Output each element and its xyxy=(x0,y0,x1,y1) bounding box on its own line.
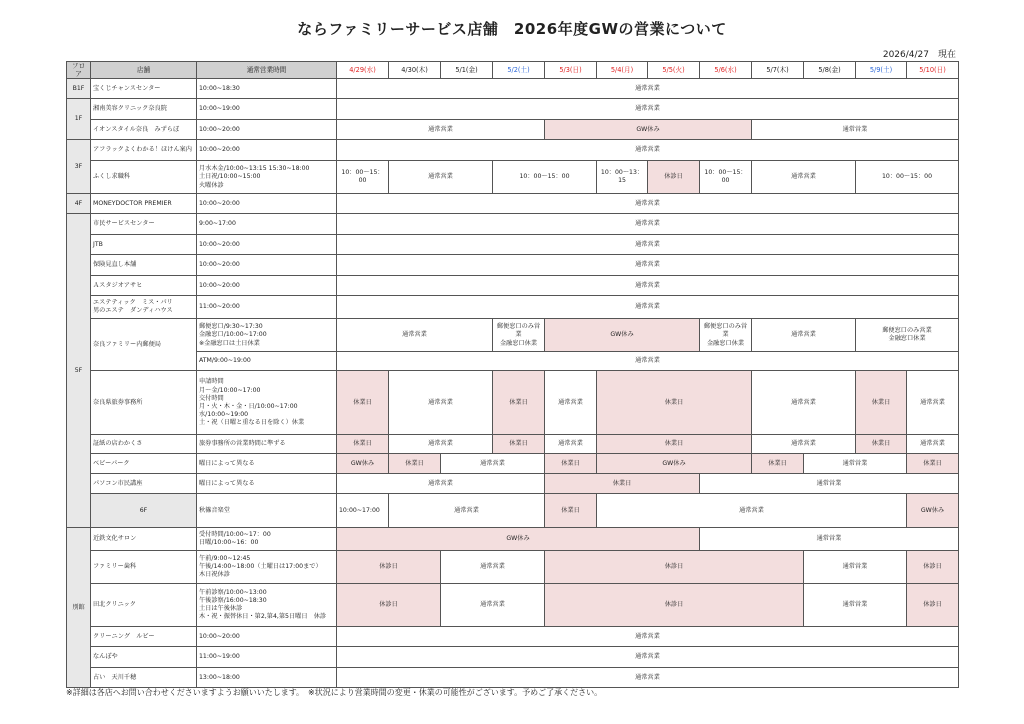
status-cell: 通常営業 xyxy=(337,352,959,371)
table-row xyxy=(67,435,959,454)
status-cell: 通常営業 xyxy=(752,371,856,435)
footer-note: ※詳細は各店へお問い合わせくださいますようお願いいたします。 ※状況により営業時間の変更・休業の可能性がございます。予めご了承ください。 xyxy=(66,688,603,697)
shop-hours: 10:00~20:00 xyxy=(197,255,337,276)
table-row xyxy=(67,551,959,584)
shop-hours xyxy=(197,584,337,627)
status-cell: 通常営業 xyxy=(700,474,959,494)
status-cell: 通常営業 xyxy=(597,494,907,528)
status-cell: 休業日 xyxy=(493,435,545,454)
shop-hours: 10:00~20:00 xyxy=(197,235,337,255)
status-cell: 通常営業 xyxy=(752,161,856,194)
status-cell: 通常営業 xyxy=(337,255,959,276)
floor-label: 6F xyxy=(91,494,197,528)
shop-name: ふくし求職科 xyxy=(91,161,197,194)
date-header: 5/4(月) xyxy=(597,62,648,79)
date-header: 5/10(日) xyxy=(907,62,959,79)
status-cell: 休診日 xyxy=(648,161,700,194)
hours-line: 午前/9:00~12:45 xyxy=(199,554,251,562)
shop-name: アフラックよくわかる！ほけん案内 xyxy=(91,140,197,161)
date-header: 5/8(金) xyxy=(804,62,856,79)
shop-name: Ａスタジオアサヒ xyxy=(91,276,197,296)
col-hours-header: 通常営業時間 xyxy=(197,62,337,79)
status-cell: 通常営業 xyxy=(337,194,959,214)
status-cell: 通常営業 xyxy=(337,214,959,235)
shop-name xyxy=(91,296,197,319)
hours-line: 水/10:00~19:00 xyxy=(199,411,249,419)
hours-line: 土日祝/10:00~15:00 xyxy=(199,173,261,181)
status-cell: 通常営業 xyxy=(337,276,959,296)
status-cell: 休業日 xyxy=(907,454,959,474)
floor-label: 4F xyxy=(67,194,91,214)
gw-schedule-table xyxy=(66,61,959,688)
status-cell: 休業日 xyxy=(545,474,700,494)
shop-hours xyxy=(197,371,337,435)
shop-hours: 10:00~18:30 xyxy=(197,79,337,99)
status-cell: 通常営業 xyxy=(389,371,493,435)
table-row xyxy=(67,140,959,161)
hours-line: 午前診察/10:00~13:00 xyxy=(199,588,267,596)
shop-hours xyxy=(197,161,337,194)
status-cell: 通常営業 xyxy=(441,551,545,584)
status-cell: 休診日 xyxy=(545,551,804,584)
shop-hours: 13:00~18:00 xyxy=(197,668,337,688)
status-cell: 休業日 xyxy=(389,454,441,474)
shop-name: JTB xyxy=(91,235,197,255)
table-row xyxy=(67,647,959,668)
shop-name: 秋篠音楽堂 xyxy=(197,494,337,528)
status-cell: 休業日 xyxy=(752,454,804,474)
shop-name: 奈良県旅券事務所 xyxy=(91,371,197,435)
hours-line: 午後診察/16:00~18:30 xyxy=(199,597,267,605)
status-cell: 10：00～15：00 xyxy=(700,161,752,194)
status-cell: 通常営業 xyxy=(804,551,907,584)
shop-name: MONEYDOCTOR PREMIER xyxy=(91,194,197,214)
hours-line: ※金融窓口は土日休業 xyxy=(199,339,260,347)
status-cell: 休業日 xyxy=(856,435,907,454)
status-cell: 通常営業 xyxy=(337,474,545,494)
shop-name: 占い 天川千穂 xyxy=(91,668,197,688)
table-row xyxy=(67,276,959,296)
hours-line: 郵便窓口/9:30~17:30 xyxy=(199,323,263,331)
status-cell: 休診日 xyxy=(907,584,959,627)
shop-hours: 10:00~17:00 xyxy=(337,494,389,528)
floor-label: B1F xyxy=(67,79,91,99)
floor-label: 3F xyxy=(67,140,91,194)
status-cell: 休診日 xyxy=(907,551,959,584)
as-of-date: 2026/4/27 現在 xyxy=(882,50,956,60)
status-cell: 通常営業 xyxy=(804,454,907,474)
status-cell: 10：00～15：00 xyxy=(337,161,389,194)
hours-line: 金融窓口/10:00~17:00 xyxy=(199,331,267,339)
status-cell xyxy=(493,319,545,352)
table-row xyxy=(67,668,959,688)
table-row xyxy=(67,371,959,435)
status-cell: 休診日 xyxy=(337,551,441,584)
shop-hours: 10:00~20:00 xyxy=(197,627,337,647)
status-cell: 通常営業 xyxy=(337,99,959,120)
status-cell: 通常営業 xyxy=(337,140,959,161)
table-row xyxy=(67,120,959,140)
date-header: 5/2(土) xyxy=(493,62,545,79)
status-line: 郵便窓口のみ営業 xyxy=(703,323,748,339)
status-cell: GW休み xyxy=(545,319,700,352)
hours-line: 木・祝・振替休日・第2,第4,第5日曜日 休診 xyxy=(199,613,327,621)
status-line: 金融窓口休業 xyxy=(706,339,745,347)
status-cell: 10：00～15：00 xyxy=(493,161,597,194)
status-cell: 通常営業 xyxy=(337,647,959,668)
status-cell: GW休み xyxy=(337,528,700,551)
shop-name: 湘南美容クリニック奈良院 xyxy=(91,99,197,120)
status-cell: 通常営業 xyxy=(752,120,959,140)
hours-line: 日曜/10:00~16：00 xyxy=(199,539,259,547)
header-row xyxy=(67,62,959,79)
hours-line: 木日祝休診 xyxy=(199,571,230,579)
status-cell xyxy=(856,319,959,352)
status-cell: GW休み xyxy=(597,454,752,474)
date-header: 5/9(土) xyxy=(856,62,907,79)
hours-line: 月・火・木・金・日/10:00~17:00 xyxy=(199,402,298,410)
shop-hours xyxy=(197,551,337,584)
status-cell: 通常営業 xyxy=(389,161,493,194)
col-shop-header: 店舗 xyxy=(91,62,197,79)
shop-name: 市民サービスセンター xyxy=(91,214,197,235)
shop-hours: 10:00~20:00 xyxy=(197,276,337,296)
hours-line: 土・祝（日曜と重なる日を除く）休業 xyxy=(199,419,305,427)
status-cell: 休業日 xyxy=(493,371,545,435)
status-cell: 通常営業 xyxy=(389,494,545,528)
status-cell: 通常営業 xyxy=(337,235,959,255)
table-row xyxy=(67,454,959,474)
status-cell: 休業日 xyxy=(337,435,389,454)
shop-name: 保険見直し本舗 xyxy=(91,255,197,276)
shop-name: 証紙の店わかくさ xyxy=(91,435,197,454)
status-cell: 通常営業 xyxy=(337,296,959,319)
hours-line: 交付時間 xyxy=(199,394,224,402)
shop-name: ファミリー歯科 xyxy=(91,551,197,584)
table-row xyxy=(67,584,959,627)
floor-label: 別館 xyxy=(67,528,91,688)
status-line: 金融窓口休業 xyxy=(499,339,538,347)
status-cell: 通常営業 xyxy=(804,584,907,627)
status-cell: 通常営業 xyxy=(337,79,959,99)
shop-name: クリーニング ルビー xyxy=(91,627,197,647)
status-cell: 休業日 xyxy=(856,371,907,435)
status-cell: 通常営業 xyxy=(389,435,493,454)
status-cell: GW休み xyxy=(907,494,959,528)
status-cell: 通常営業 xyxy=(907,371,959,435)
shop-name-line: 男のエステ ダンディハウス xyxy=(93,307,173,315)
shop-name-line: エステティック ミス・パリ xyxy=(93,299,173,307)
date-header: 5/6(水) xyxy=(700,62,752,79)
hours-line: 受付時間/10:00~17：00 xyxy=(199,531,271,539)
hours-line: 土日は午後休診 xyxy=(199,605,243,613)
status-cell: 休業日 xyxy=(545,494,597,528)
shop-hours: 10:00~20:00 xyxy=(197,120,337,140)
status-cell: 通常営業 xyxy=(545,435,597,454)
status-cell: 通常営業 xyxy=(337,668,959,688)
table-row xyxy=(67,161,959,194)
status-cell xyxy=(700,319,752,352)
shop-hours: 10:00~20:00 xyxy=(197,140,337,161)
floor-label: 1F xyxy=(67,99,91,140)
shop-hours xyxy=(197,528,337,551)
date-header: 5/3(日) xyxy=(545,62,597,79)
status-cell: 休業日 xyxy=(597,371,752,435)
status-cell: 通常営業 xyxy=(907,435,959,454)
shop-hours: ATM/9:00~19:00 xyxy=(197,352,337,371)
hours-line: 月～金/10:00~17:00 xyxy=(199,386,261,394)
table-row xyxy=(67,319,959,352)
status-line: 郵便窓口のみ営業 xyxy=(496,323,541,339)
table-row xyxy=(67,474,959,494)
table-row xyxy=(67,79,959,99)
status-line: 郵便窓口のみ営業 xyxy=(882,327,932,335)
shop-hours: 旅券事務所の営業時間に準ずる xyxy=(197,435,337,454)
shop-hours: 10:00~20:00 xyxy=(197,194,337,214)
status-cell: 休業日 xyxy=(597,435,752,454)
shop-name: 宝くじチャンスセンター xyxy=(91,79,197,99)
table-row xyxy=(67,99,959,120)
status-cell: 休診日 xyxy=(545,584,804,627)
table-row xyxy=(67,194,959,214)
date-header: 4/29(水) xyxy=(337,62,389,79)
page-title: ならファミリーサービス店舗 2026年度GWの営業について xyxy=(297,20,727,38)
table-row xyxy=(67,494,959,528)
status-line: 金融窓口休業 xyxy=(888,335,926,343)
status-cell: 通常営業 xyxy=(441,454,545,474)
status-cell: GW休み xyxy=(337,454,389,474)
shop-name: 近鉄文化サロン xyxy=(91,528,197,551)
shop-hours: 10:00~19:00 xyxy=(197,99,337,120)
status-cell: 通常営業 xyxy=(752,319,856,352)
status-cell: 休業日 xyxy=(337,371,389,435)
table-row xyxy=(67,627,959,647)
shop-name: なんぽや xyxy=(91,647,197,668)
table-row xyxy=(67,255,959,276)
status-cell: 10：00～13：15 xyxy=(597,161,648,194)
shop-name: パソコン市民講座 xyxy=(91,474,197,494)
table-row xyxy=(67,214,959,235)
status-cell: 通常営業 xyxy=(752,435,856,454)
shop-hours: 11:00~19:00 xyxy=(197,647,337,668)
status-cell: 通常営業 xyxy=(337,627,959,647)
status-cell: 休業日 xyxy=(545,454,597,474)
table-row xyxy=(67,528,959,551)
shop-hours xyxy=(197,319,337,352)
shop-name: 奈良ファミリー内郵便局 xyxy=(91,319,197,371)
shop-hours: 11:00~20:00 xyxy=(197,296,337,319)
hours-line: 申請時間 xyxy=(199,378,224,386)
shop-name: 田北クリニック xyxy=(91,584,197,627)
status-cell: 通常営業 xyxy=(337,120,545,140)
date-header: 4/30(木) xyxy=(389,62,441,79)
floor-label: 5F xyxy=(67,214,91,528)
shop-hours: 9:00~17:00 xyxy=(197,214,337,235)
table-row xyxy=(67,235,959,255)
hours-line: 月水木金/10:00~13:15 15:30~18:00 xyxy=(199,165,310,173)
status-cell: 通常営業 xyxy=(337,319,493,352)
shop-hours: 曜日によって異なる xyxy=(197,454,337,474)
status-cell: GW休み xyxy=(545,120,752,140)
table-row xyxy=(67,296,959,319)
col-floor-header: フロア xyxy=(67,62,91,79)
hours-line: 午後/14:00~18:00（土曜日は17:00まで） xyxy=(199,563,322,571)
status-cell: 休診日 xyxy=(337,584,441,627)
hours-line: 火曜休診 xyxy=(199,181,224,189)
date-header: 5/5(火) xyxy=(648,62,700,79)
status-cell: 10：00～15：00 xyxy=(856,161,959,194)
shop-name: イオンスタイル奈良 みずらぼ xyxy=(91,120,197,140)
date-header: 5/1(金) xyxy=(441,62,493,79)
date-header: 5/7(木) xyxy=(752,62,804,79)
status-cell: 通常営業 xyxy=(545,371,597,435)
shop-name: ベビーパーク xyxy=(91,454,197,474)
status-cell: 通常営業 xyxy=(441,584,545,627)
status-cell: 通常営業 xyxy=(700,528,959,551)
shop-hours: 曜日によって異なる xyxy=(197,474,337,494)
table-row xyxy=(67,352,959,371)
